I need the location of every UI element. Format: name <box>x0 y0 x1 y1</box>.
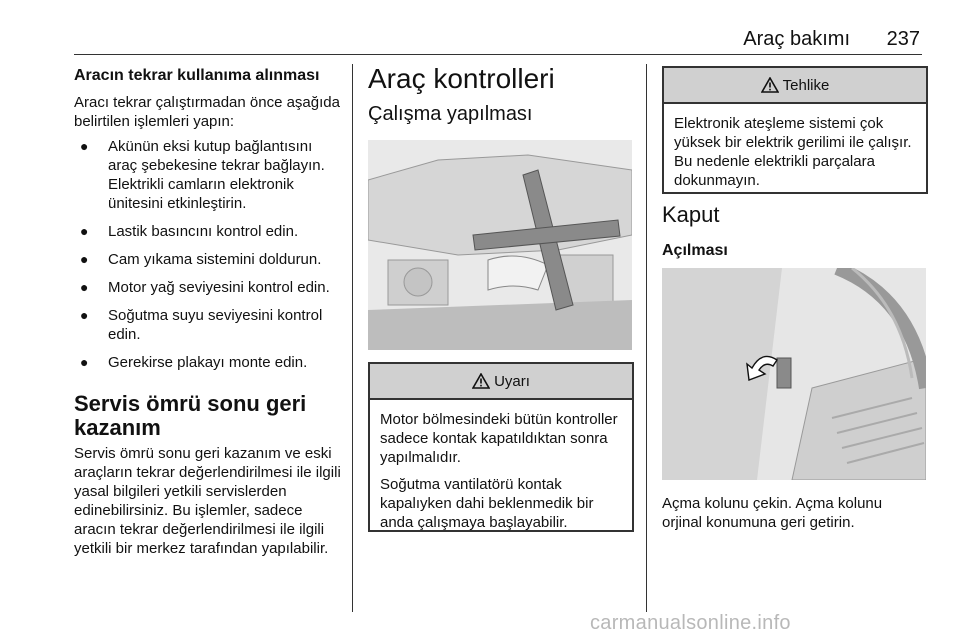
opening-subtitle: Açılması <box>662 242 728 259</box>
warning-paragraph: Motor bölmesindeki bütün kontroller sadece kontak kapatıldıktan sonra yapılmalıdır. <box>380 411 618 466</box>
list-item-text: Motor yağ seviyesini kontrol edin. <box>108 279 330 296</box>
list-item-text: Akünün eksi kutup bağlantısını araç şebekesine tekrar bağlayın. Elektrikli camların elektronik ünitesini etkinleştirin. <box>108 138 325 212</box>
header-section-title: Araç bakımı <box>743 28 850 50</box>
page-number: 237 <box>886 28 920 50</box>
warning-box <box>368 362 634 532</box>
list-item <box>74 306 344 344</box>
working-subtitle: Çalışma yapılması <box>368 103 533 125</box>
column-divider-right <box>646 64 647 612</box>
recommissioning-heading: Aracın tekrar kullanıma alınması <box>74 67 320 84</box>
danger-paragraph: Elektronik ateşleme sistemi çok yüksek bir elektrik gerilimi ile çalışır. Bu nedenle elektrikli parçalara dokunmayın. <box>674 115 912 189</box>
list-item <box>74 353 344 372</box>
bullet-icon: ● <box>80 251 89 267</box>
bullet-icon: ● <box>80 354 89 370</box>
recommissioning-list <box>74 137 344 372</box>
watermark-text: carmanualsonline.info <box>590 612 791 634</box>
header-divider <box>74 54 922 55</box>
warning-triangle-icon <box>472 373 490 389</box>
bullet-icon: ● <box>80 138 89 154</box>
warning-header <box>370 364 632 400</box>
left-column <box>74 66 344 564</box>
danger-triangle-icon <box>761 77 779 93</box>
vehicle-checks-title: Araç kontrolleri <box>368 63 555 94</box>
column-divider-left <box>352 64 353 612</box>
middle-column <box>368 62 632 126</box>
right-column <box>662 202 926 260</box>
hood-caption: Açma kolunu çekin. Açma kolunu orjinal konumuna geri getirin. <box>662 495 883 531</box>
warning-body <box>370 400 632 548</box>
list-item <box>74 137 344 213</box>
end-of-life-heading: Servis ömrü sonu geri kazanım <box>74 391 307 440</box>
hood-caption-block <box>662 494 926 532</box>
list-item <box>74 222 344 241</box>
danger-box <box>662 66 928 194</box>
list-item-text: Cam yıkama sistemini doldurun. <box>108 251 322 268</box>
danger-label: Tehlike <box>782 76 830 94</box>
list-item <box>74 278 344 297</box>
warning-label: Uyarı <box>494 372 530 390</box>
danger-body <box>664 104 926 198</box>
hood-title: Kaput <box>662 202 720 227</box>
list-item <box>74 250 344 269</box>
list-item-text: Lastik basıncını kontrol edin. <box>108 223 299 240</box>
recommissioning-intro: Aracı tekrar çalıştırmadan önce aşağıda belirtilen işlemleri yapın: <box>74 94 340 130</box>
bullet-icon: ● <box>80 223 89 239</box>
end-of-life-body: Servis ömrü sonu geri kazanım ve eski araçların tekrar değerlendirilmesi ile ilgili yasal bilgileri yetkili servislerden edinebilirsiniz. Bu işlemler, sadece aracın tekrar değerlendirilmesi ile ilgili yetkili bir merkez tarafından yapılabilir. <box>74 445 341 557</box>
list-item-text: Gerekirse plakayı monte edin. <box>108 354 308 371</box>
engine-bay-illustration <box>368 140 632 350</box>
bullet-icon: ● <box>80 307 89 323</box>
bullet-icon: ● <box>80 279 89 295</box>
danger-header <box>664 68 926 104</box>
warning-paragraph: Soğutma vantilatörü kontak kapalıyken dahi beklenmedik bir anda çalışmaya başlayabilir. <box>380 476 594 531</box>
list-item-text: Soğutma suyu seviyesini kontrol edin. <box>108 307 323 343</box>
hood-release-illustration <box>662 268 926 480</box>
